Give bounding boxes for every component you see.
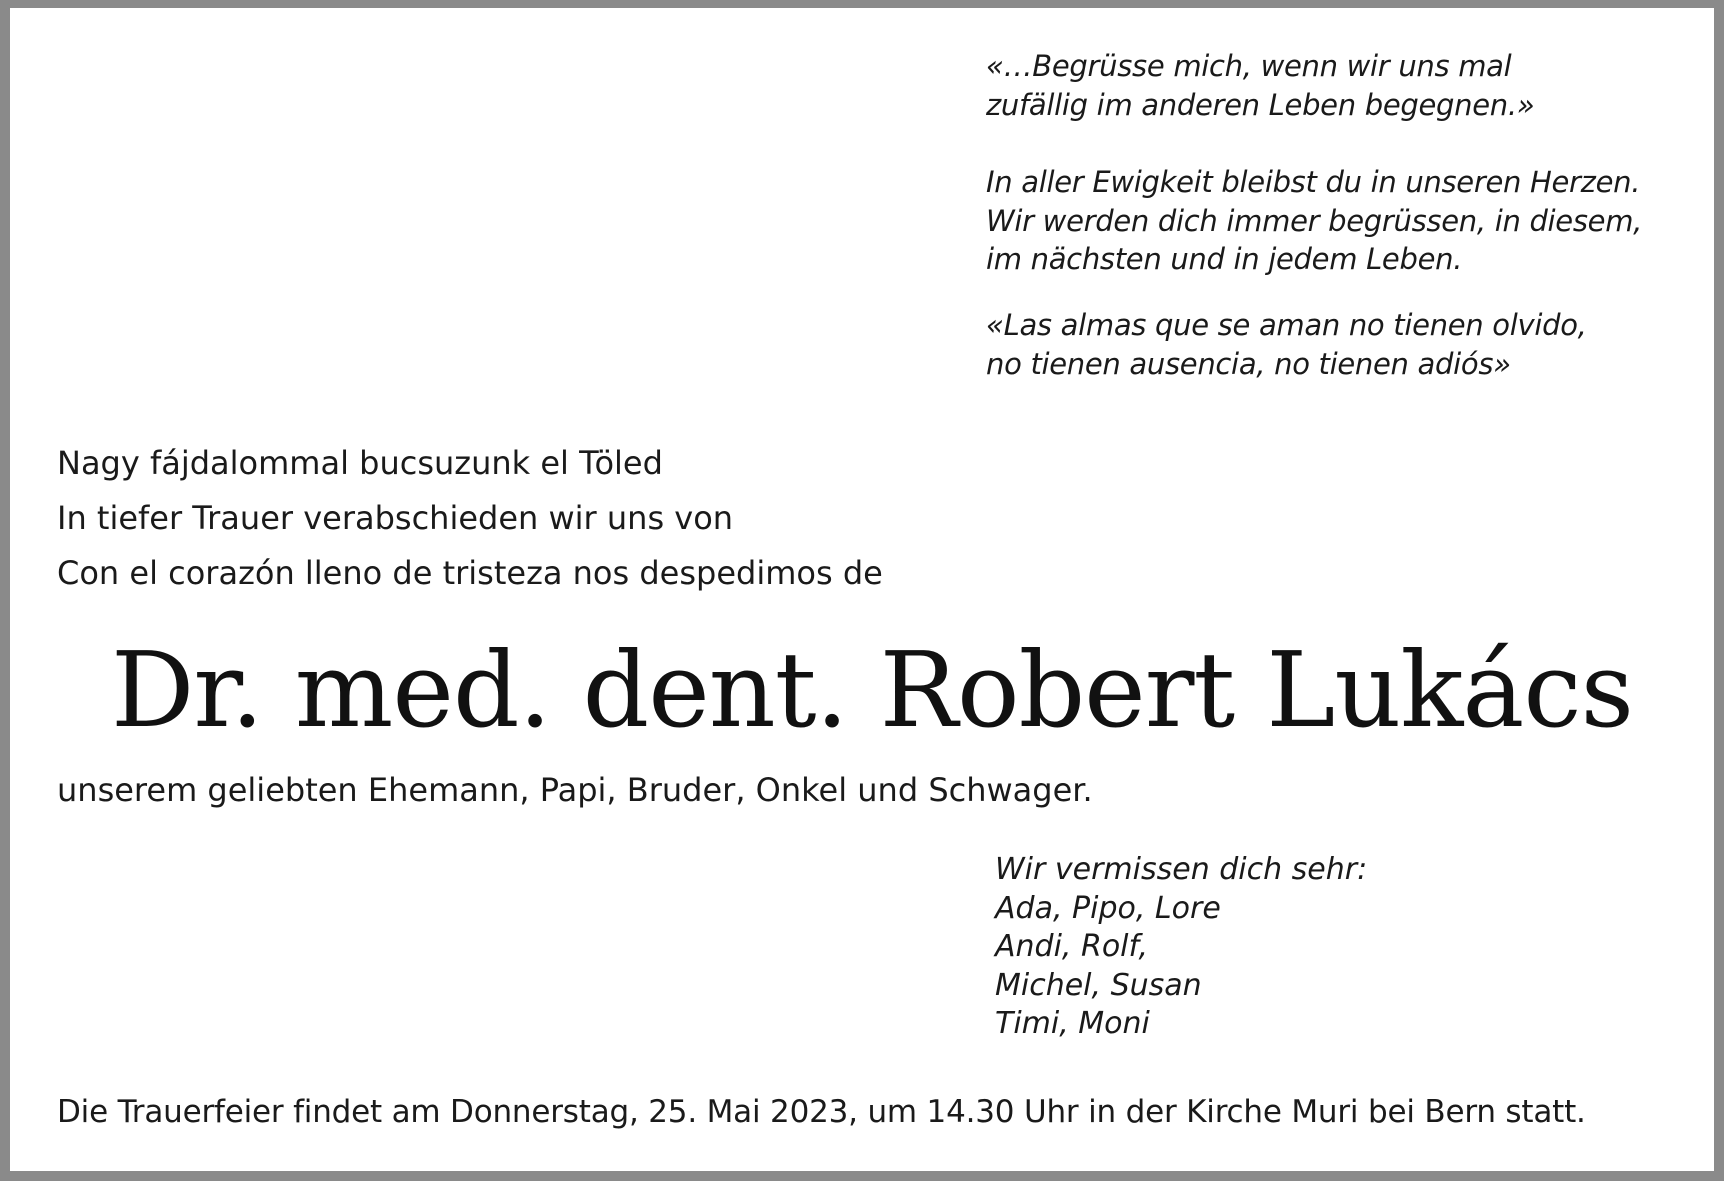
signer-names: Ada, Pipo, Lore [995,890,1221,926]
signer-names: Timi, Moni [995,1006,1150,1041]
signer-names: Andi, Rolf, [995,929,1149,964]
intro-line-german: In tiefer Trauer verabschieden wir uns von [57,499,734,537]
verse-line: «Las almas que se aman no tienen olvido, [986,308,1587,342]
intro-line-hungarian: Nagy fájdalommal bucsuzunk el Töled [57,444,663,482]
signers-block [995,851,1367,1044]
verse-eternity [986,163,1642,279]
verse-quote-german [986,47,1534,124]
verse-line: im nächsten und in jedem Leben. [986,242,1463,276]
signers-heading: Wir vermissen dich sehr: [995,852,1368,887]
verse-line: Wir werden dich immer begrüssen, in diesem, [986,203,1643,238]
deceased-name: Dr. med. dent. Robert Lukács [111,629,1633,751]
intro-line-spanish: Con el corazón lleno de tristeza nos despedimos de [57,554,883,592]
farewell-intro [57,436,883,601]
ceremony-info: Die Trauerfeier findet am Donnerstag, 25. Mai 2023, um 14.30 Uhr in der Kirche Muri bei Bern statt. [57,1094,1586,1130]
signer-names: Michel, Susan [995,967,1202,1003]
verse-line: no tienen ausencia, no tienen adiós» [986,346,1511,381]
verse-line: zufällig im anderen Leben begegnen.» [986,87,1535,122]
verse-line: «…Begrüsse mich, wenn wir uns mal [986,49,1512,83]
relation-line: unserem geliebten Ehemann, Papi, Bruder, Onkel und Schwager. [57,771,1093,809]
verse-quote-spanish [986,306,1587,383]
verse-line: In aller Ewigkeit bleibst du in unseren Herzen. [986,165,1641,199]
